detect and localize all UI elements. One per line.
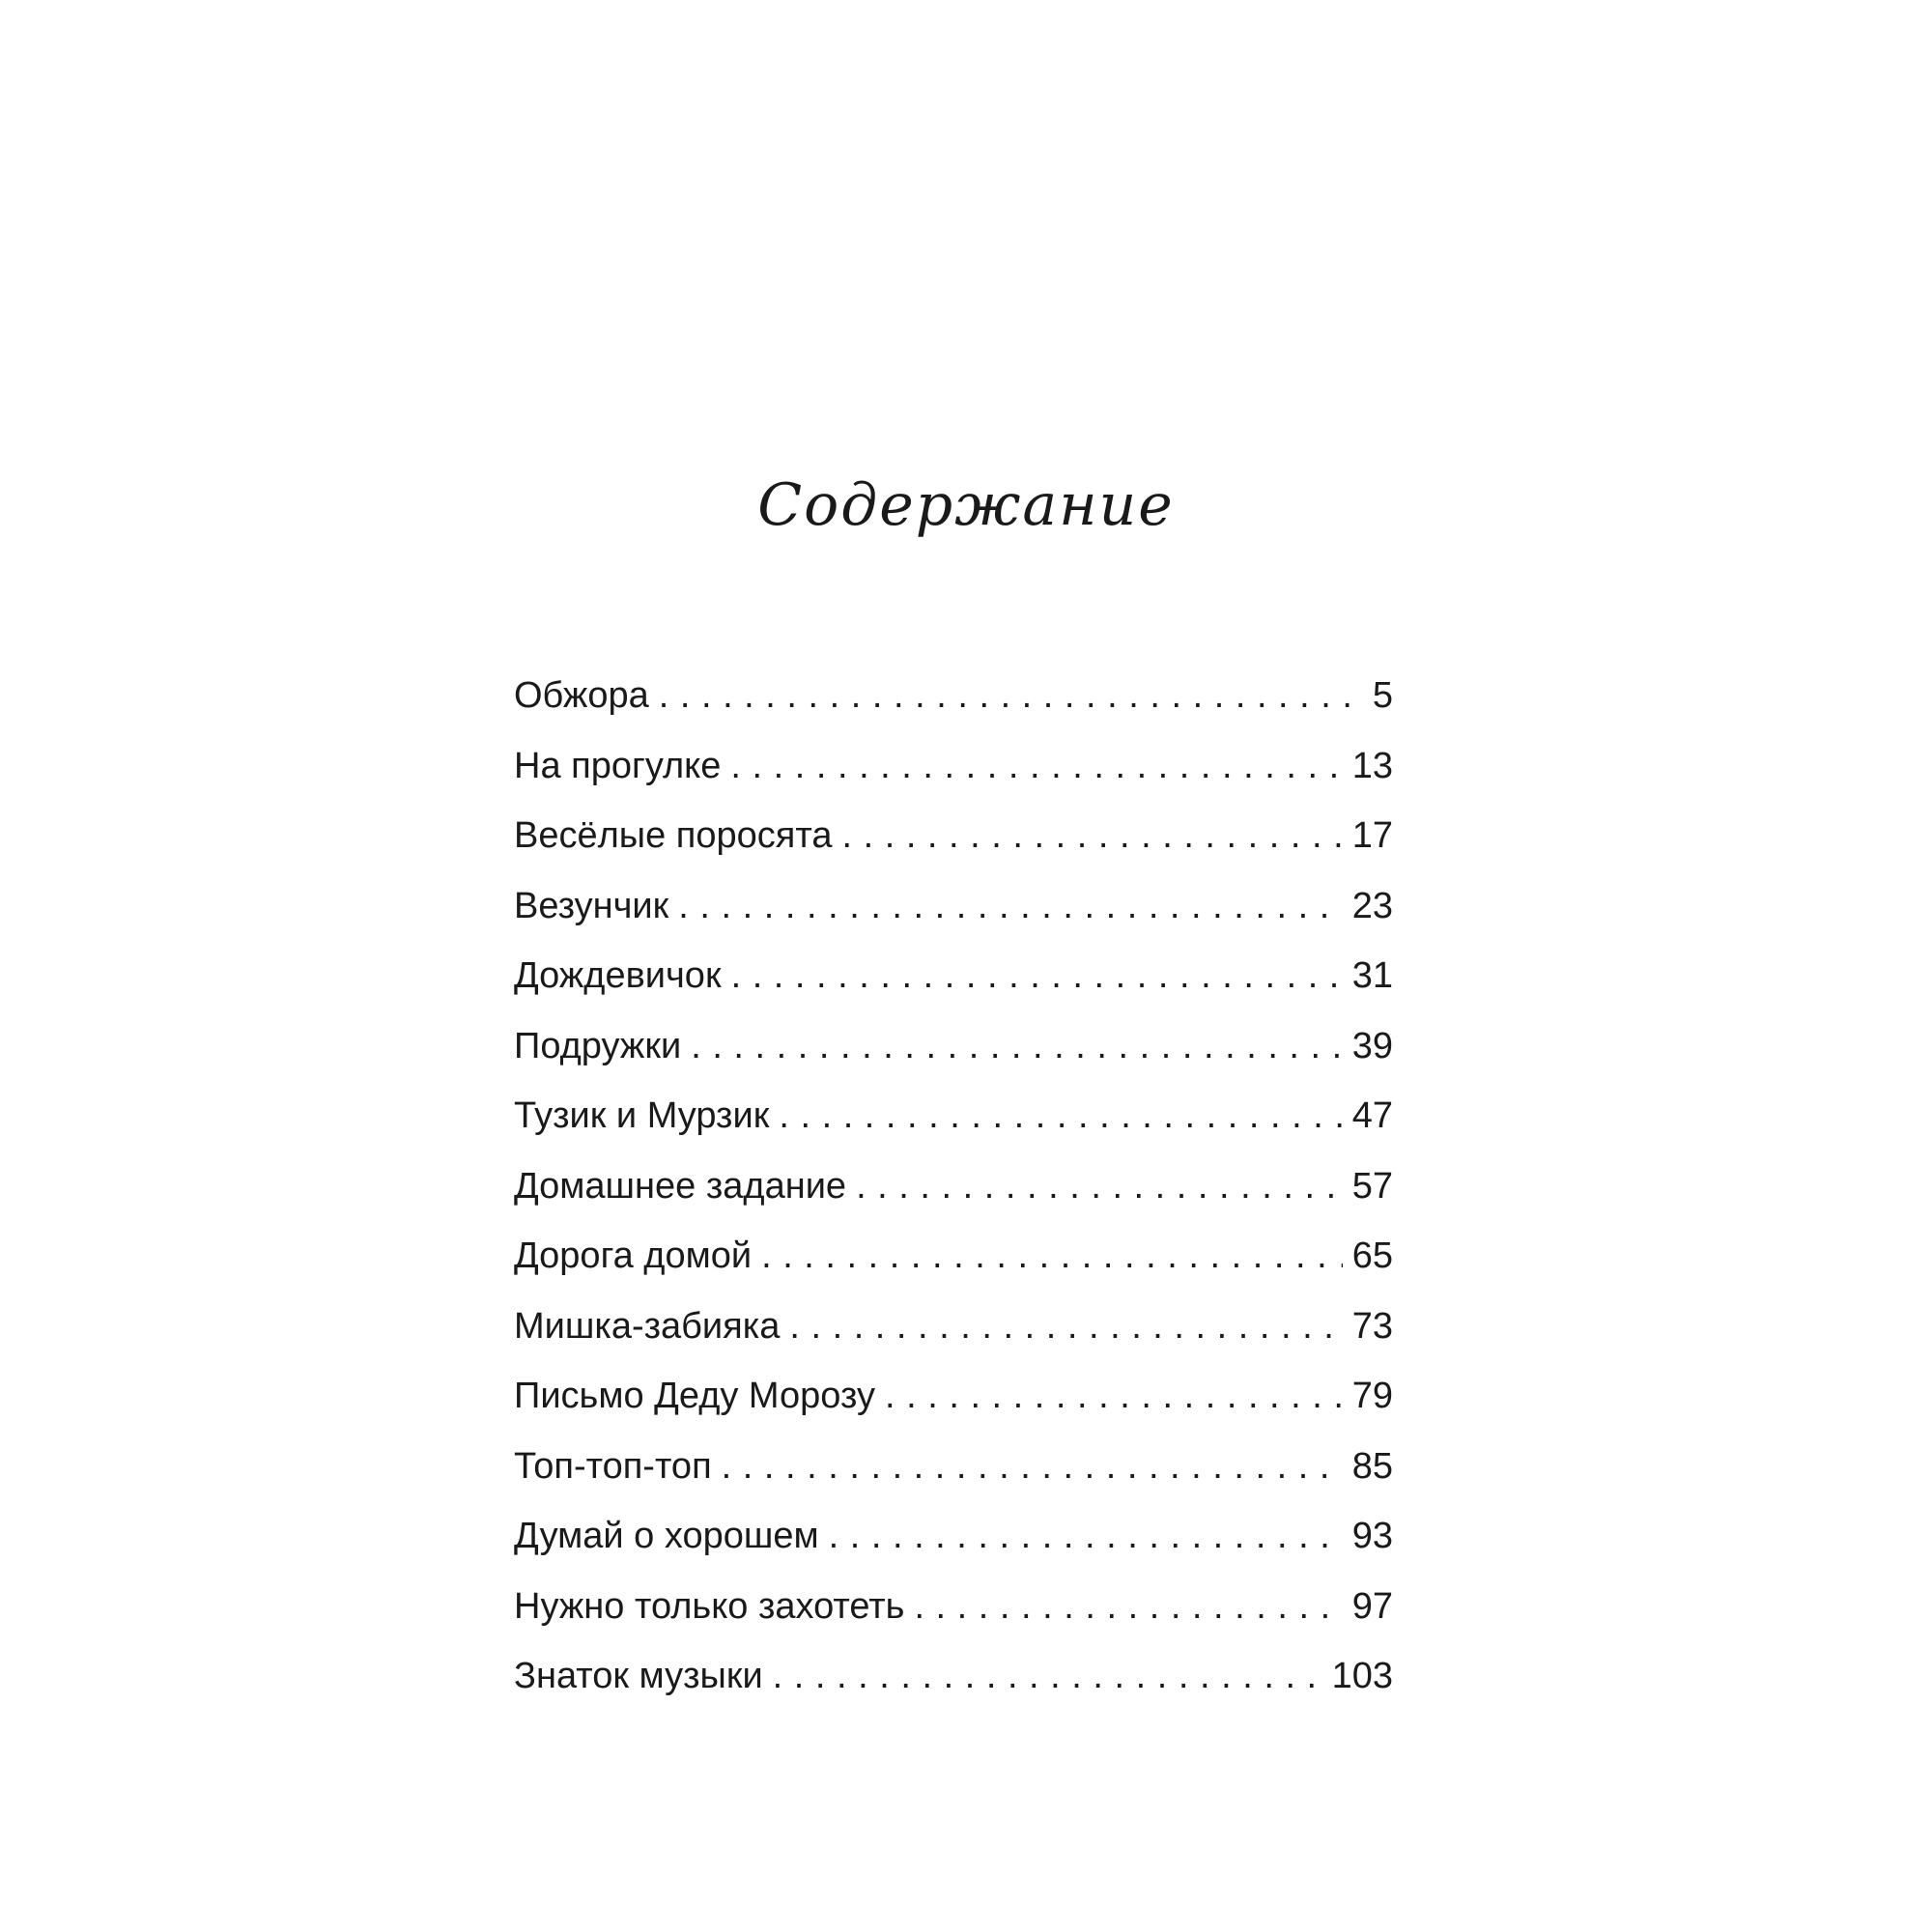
- toc-entry: [514, 1081, 1393, 1151]
- toc-entry-page: 5: [1372, 675, 1393, 716]
- table-of-contents: [514, 661, 1393, 1712]
- toc-entry: [514, 1572, 1393, 1642]
- toc-entry-title: На прогулке: [514, 745, 722, 786]
- toc-entry: [514, 1361, 1393, 1432]
- toc-entry-page: 65: [1351, 1236, 1393, 1276]
- toc-entry-page: 73: [1351, 1305, 1393, 1347]
- toc-entry-page: 79: [1351, 1376, 1393, 1416]
- toc-dot-leader: [691, 1011, 1343, 1082]
- page-title: Содержание: [757, 471, 1175, 539]
- toc-entry-title: Топ-топ-топ: [514, 1445, 712, 1487]
- toc-dot-leader: [761, 1221, 1343, 1292]
- toc-entry-title: Везунчик: [514, 885, 669, 926]
- toc-entry: [514, 1501, 1393, 1572]
- toc-dot-leader: [731, 941, 1343, 1011]
- toc-dot-leader: [779, 1081, 1342, 1151]
- toc-entry-title: Дорога домой: [514, 1236, 753, 1276]
- toc-entry-page: 13: [1351, 745, 1393, 786]
- toc-dot-leader: [659, 661, 1363, 731]
- toc-entry-title: Письмо Деду Морозу: [514, 1376, 875, 1416]
- toc-entry: [514, 941, 1393, 1011]
- toc-entry-page: 93: [1351, 1516, 1393, 1556]
- toc-entry: [514, 1292, 1393, 1362]
- toc-entry-title: Обжора: [514, 675, 649, 716]
- toc-entry-page: 47: [1351, 1095, 1393, 1136]
- toc-entry: [514, 1221, 1393, 1292]
- toc-entry: [514, 1151, 1393, 1222]
- toc-entry-title: Тузик и Мурзик: [514, 1095, 770, 1136]
- toc-dot-leader: [789, 1292, 1342, 1362]
- toc-entry: [514, 871, 1393, 942]
- toc-entry-title: Домашнее задание: [514, 1165, 847, 1207]
- toc-entry-title: Нужно только захотеть: [514, 1585, 905, 1627]
- toc-dot-leader: [722, 1432, 1343, 1502]
- toc-entry-title: Весёлые поросята: [514, 815, 833, 856]
- toc-dot-leader: [856, 1151, 1343, 1222]
- toc-entry: [514, 661, 1393, 731]
- toc-entry-page: 17: [1351, 815, 1393, 856]
- toc-entry: [514, 801, 1393, 871]
- toc-entry-page: 97: [1351, 1585, 1393, 1627]
- toc-entry-title: Думай о хорошем: [514, 1516, 819, 1556]
- toc-entry-title: Мишка-забияка: [514, 1305, 781, 1347]
- toc-dot-leader: [678, 871, 1342, 942]
- toc-dot-leader: [914, 1572, 1342, 1642]
- toc-dot-leader: [885, 1361, 1343, 1432]
- toc-dot-leader: [773, 1641, 1322, 1712]
- toc-dot-leader: [841, 801, 1342, 871]
- toc-entry-page: 57: [1351, 1165, 1393, 1207]
- toc-entry-page: 23: [1351, 885, 1393, 926]
- toc-entry-title: Знаток музыки: [514, 1656, 763, 1696]
- toc-entry: [514, 1432, 1393, 1502]
- toc-dot-leader: [730, 731, 1342, 802]
- toc-entry-page: 85: [1351, 1445, 1393, 1487]
- toc-entry-page: 39: [1351, 1025, 1393, 1066]
- toc-entry-title: Подружки: [514, 1025, 682, 1066]
- toc-dot-leader: [829, 1501, 1343, 1572]
- toc-entry-page: 31: [1351, 955, 1393, 996]
- toc-entry: [514, 1641, 1393, 1712]
- toc-entry-title: Дождевичок: [514, 955, 722, 996]
- toc-entry: [514, 1011, 1393, 1082]
- toc-entry-page: 103: [1331, 1656, 1393, 1696]
- toc-entry: [514, 731, 1393, 802]
